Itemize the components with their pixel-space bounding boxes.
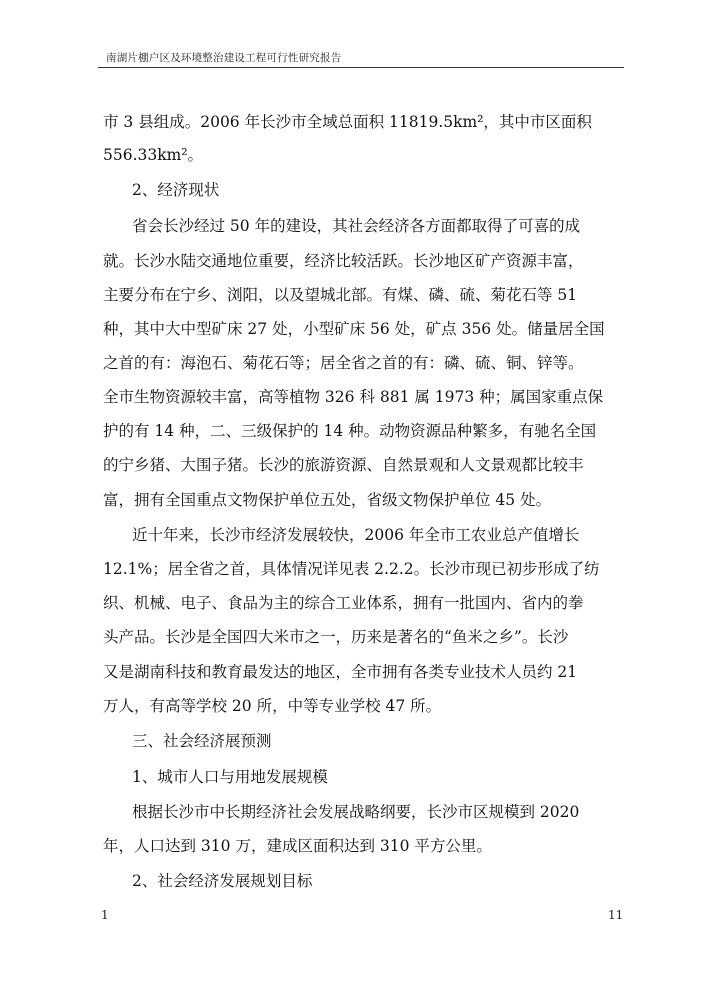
body-line: 近十年来，长沙市经济发展较快，2006 年全市工农业总产值增长 — [132, 526, 580, 544]
footer-left-number: 1 — [101, 908, 109, 922]
subsection-heading: 2、社会经济发展规划目标 — [132, 872, 313, 890]
section-heading: 2、经济现状 — [132, 181, 220, 199]
body-line: 556.33km²。 — [103, 146, 204, 164]
body-line: 又是湖南科技和教育最发达的地区，全市拥有各类专业技术人员约 21 — [103, 663, 578, 681]
body-line: 省会长沙经过 50 年的建设，其社会经济各方面都取得了可喜的成 — [132, 217, 581, 235]
header-divider — [98, 67, 624, 68]
body-line: 织、机械、电子、食品为主的综合工业体系，拥有一批国内、省内的拳 — [103, 594, 584, 612]
body-line: 富，拥有全国重点文物保护单位五处，省级文物保护单位 45 处。 — [103, 491, 552, 509]
body-line: 根据长沙市中长期经济社会发展战略纲要，长沙市区规模到 2020 — [132, 803, 580, 821]
body-line: 万人，有高等学校 20 所，中等专业学校 47 所。 — [103, 697, 442, 715]
body-line: 头产品。长沙是全国四大米市之一，历来是著名的“鱼米之乡”。长沙 — [103, 628, 569, 646]
body-line: 全市生物资源较丰富，高等植物 326 科 881 属 1973 种；属国家重点保 — [103, 388, 604, 406]
body-line: 的宁乡猪、大围子猪。长沙的旅游资源、自然景观和人文景观都比较丰 — [103, 456, 584, 474]
subsection-heading: 1、城市人口与用地发展规模 — [132, 768, 328, 786]
body-line: 护的有 14 种，二、三级保护的 14 种。动物资源品种繁多，有驰名全国 — [103, 422, 597, 440]
running-header: 南湖片棚户区及环境整治建设工程可行性研究报告 — [106, 52, 342, 64]
body-line: 就。长沙水陆交通地位重要，经济比较活跃。长沙地区矿产资源丰富， — [103, 252, 584, 270]
body-line: 种，其中大中型矿床 27 处，小型矿床 56 处，矿点 356 处。储量居全国 — [103, 320, 605, 338]
body-line: 年，人口达到 310 万，建成区面积达到 310 平方公里。 — [103, 837, 492, 855]
body-line: 主要分布在宁乡、浏阳，以及望城北部。有煤、磷、硫、菊花石等 51 — [103, 286, 578, 304]
page-number: 11 — [608, 908, 624, 922]
section-heading: 三、社会经济展预测 — [132, 732, 272, 750]
body-line: 12.1%；居全省之首，具体情况详见表 2.2.2。长沙市现已初步形成了纺 — [103, 560, 600, 578]
body-line: 市 3 县组成。2006 年长沙市全域总面积 11819.5km²，其中市区面积 — [103, 113, 592, 131]
body-line: 之首的有：海泡石、菊花石等；居全省之首的有：磷、硫、铜、锌等。 — [103, 354, 584, 372]
